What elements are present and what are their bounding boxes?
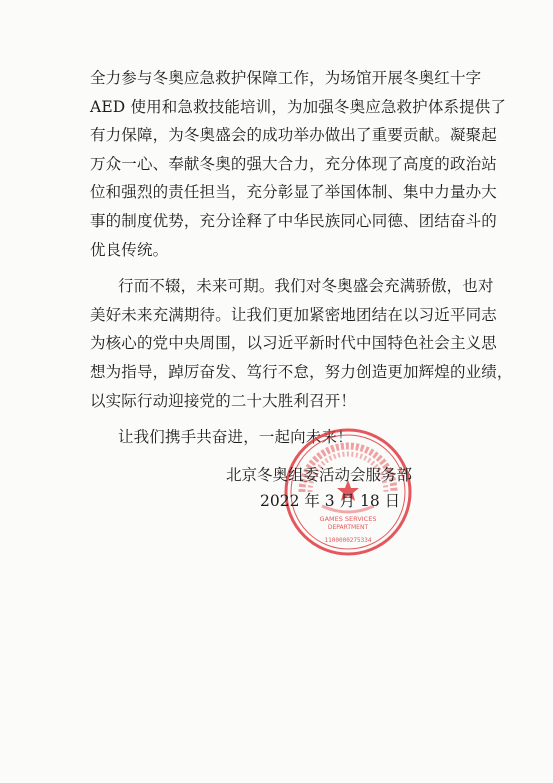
- text-line: 以实际行动迎接党的二十大胜利召开！: [90, 391, 357, 410]
- text-line: 美好未来充满期待。让我们更加紧密地团结在以习近平同志: [90, 305, 497, 324]
- text-line: 优良传统。: [90, 240, 169, 259]
- text-line: 万众一心、奉献冬奥的强大合力，充分体现了高度的政治站: [90, 154, 497, 173]
- seal-center-text-2: DEPARTMENT: [327, 524, 369, 531]
- text-line: 事的制度优势，充分诠释了中华民族同心同德、团结奋斗的: [90, 211, 497, 230]
- seal-center-text: GAMES SERVICES: [319, 515, 377, 523]
- text-line: 有力保障，为冬奥盛会的成功举办做出了重要贡献。凝聚起: [90, 126, 497, 145]
- text-line: 想为指导，踔厉奋发、笃行不怠，努力创造更加辉煌的业绩，: [90, 362, 513, 381]
- text-line: 让我们携手共奋进，一起向未来！: [118, 428, 353, 447]
- text-line: 位和强烈的责任担当，充分彰显了举国体制、集中力量办大: [90, 183, 497, 202]
- text-line: 行而不辍，未来可期。我们对冬奥盛会充满骄傲，也对: [118, 277, 494, 296]
- seal-serial-number: 1100000275334: [324, 537, 372, 544]
- paragraph-1: [90, 64, 507, 264]
- signature-organization: 北京冬奥组委活动会服务部: [226, 466, 413, 484]
- document-body: [90, 64, 513, 452]
- text-line: 全力参与冬奥应急救护保障工作，为场馆开展冬奥红十字: [90, 69, 482, 87]
- signature-date: 2022 年 3 月 18 日: [260, 492, 401, 510]
- paragraph-2: [90, 272, 513, 415]
- text-line: 为核心的党中央周围，以习近平新时代中国特色社会主义思: [90, 334, 497, 353]
- text-line: AED 使用和急救技能培训，为加强冬奥应急救护体系提供了: [90, 97, 507, 116]
- signature-block: [226, 462, 426, 514]
